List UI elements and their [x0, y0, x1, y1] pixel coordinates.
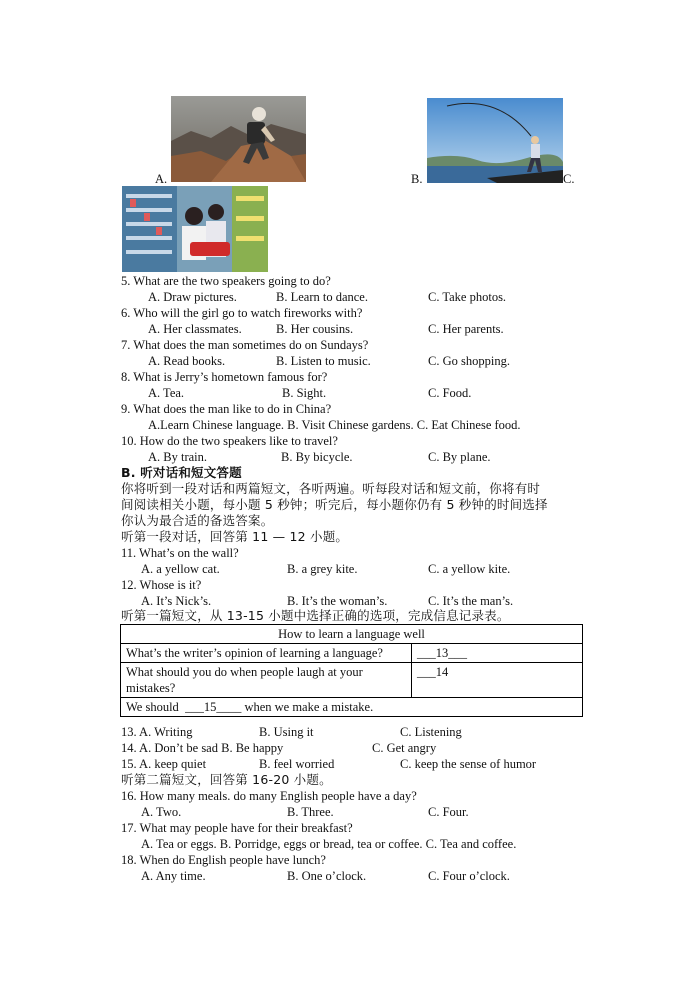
q6-stem: 6. Who will the girl go to watch fireworks with? [121, 306, 363, 320]
q8-option-c: C. Food. [428, 386, 472, 400]
q15-option-b: B. feel worried [259, 757, 335, 771]
option-c-label: C. [563, 172, 575, 186]
q12-option-c: C. It’s the man’s. [428, 594, 514, 608]
q7-option-a: A. Read books. [148, 354, 226, 368]
q11-stem: 11. What’s on the wall? [121, 546, 239, 560]
q13-option-b: B. Using it [259, 725, 314, 739]
q18-option-c: C. Four o’clock. [428, 869, 510, 883]
q6-option-c: C. Her parents. [428, 322, 504, 336]
q8-option-b: B. Sight. [282, 386, 327, 400]
q10-option-b: B. By bicycle. [281, 450, 353, 464]
table-title: How to learn a language well [121, 625, 583, 644]
q7-option-c: C. Go shopping. [428, 354, 510, 368]
q7-stem: 7. What does the man sometimes do on Sundays? [121, 338, 369, 352]
q5-option-c: C. Take photos. [428, 290, 507, 304]
q13-option-c: C. Listening [400, 725, 462, 739]
q5-option-a: A. Draw pictures. [148, 290, 237, 304]
q18-option-a: A. Any time. [141, 869, 206, 883]
section-b-intro-1: 你将听到一段对话和两篇短文，各听两遍。听每段对话和短文前，你将有时 [121, 481, 541, 496]
table-row-we-should [121, 698, 583, 717]
blank-13: ___13___ [412, 644, 583, 663]
q15-option-c: C. keep the sense of humor [400, 757, 537, 771]
blank-15: ___15____ [185, 700, 242, 714]
q10-option-a: A. By train. [148, 450, 208, 464]
fishing-photo [427, 98, 563, 183]
q17-options: A. Tea or eggs. B. Porridge, eggs or bread, tea or coffee. C. Tea and coffee. [141, 837, 517, 851]
q16-option-c: C. Four. [428, 805, 469, 819]
q15-option-a: 15. A. keep quiet [121, 757, 207, 771]
q6-option-b: B. Her cousins. [276, 322, 354, 336]
q14-option-ab: 14. A. Don’t be sad B. Be happy [121, 741, 284, 755]
q12-stem: 12. Whose is it? [121, 578, 202, 592]
q9-stem: 9. What does the man like to do in China? [121, 402, 332, 416]
q10-stem: 10. How do the two speakers like to travel? [121, 434, 338, 448]
q6-option-a: A. Her classmates. [148, 322, 242, 336]
q16-option-b: B. Three. [287, 805, 334, 819]
q18-stem: 18. When do English people have lunch? [121, 853, 326, 867]
q17-stem: 17. What may people have for their breakfast? [121, 821, 353, 835]
q18-option-b: B. One o’clock. [287, 869, 367, 883]
q12-option-b: B. It’s the woman’s. [287, 594, 388, 608]
section-b-title: B. 听对话和短文答题 [121, 465, 242, 480]
q5-stem: 5. What are the two speakers going to do? [121, 274, 331, 288]
q16-stem: 16. How many meals. do many English people have a day? [121, 789, 417, 803]
q9-options: A.Learn Chinese language. B. Visit Chinese gardens. C. Eat Chinese food. [148, 418, 521, 432]
info-record-table [120, 624, 583, 717]
q12-option-a: A. It’s Nick’s. [141, 594, 212, 608]
q8-stem: 8. What is Jerry’s hometown famous for? [121, 370, 328, 384]
table-row-mistakes: What should you do when people laugh at your mistakes? [121, 663, 412, 698]
passage1-note: 听第一篇短文，从 13-15 小题中选择正确的选项，完成信息记录表。 [121, 608, 510, 623]
q14-option-c: C. Get angry [372, 741, 437, 755]
climbing-photo [171, 96, 306, 182]
passage2-note: 听第二篇短文，回答第 16-20 小题。 [121, 772, 332, 787]
blank-14: ___14 [412, 663, 583, 698]
row3-suffix: when we make a mistake. [241, 700, 374, 714]
q16-option-a: A. Two. [141, 805, 182, 819]
q7-option-b: B. Listen to music. [276, 354, 371, 368]
q13-option-a: 13. A. Writing [121, 725, 193, 739]
q10-option-c: C. By plane. [428, 450, 491, 464]
q11-option-b: B. a grey kite. [287, 562, 358, 576]
q11-option-c: C. a yellow kite. [428, 562, 511, 576]
option-a-label: A. [155, 172, 168, 186]
q5-option-b: B. Learn to dance. [276, 290, 368, 304]
q11-option-a: A. a yellow cat. [141, 562, 220, 576]
section-b-intro-2: 间阅读相关小题，每小题 5 秒钟；听完后，每小题你仍有 5 秒钟的时间选择 [121, 497, 548, 512]
row3-prefix: We should [126, 700, 182, 714]
q8-option-a: A. Tea. [148, 386, 185, 400]
section-b-intro-3: 你认为最合适的备选答案。 [121, 513, 274, 528]
table-row-opinion: What’s the writer’s opinion of learning a language? [121, 644, 412, 663]
dialogue-note: 听第一段对话，回答第 11 — 12 小题。 [121, 529, 349, 544]
option-b-label: B. [411, 172, 423, 186]
supermarket-photo [122, 186, 268, 272]
